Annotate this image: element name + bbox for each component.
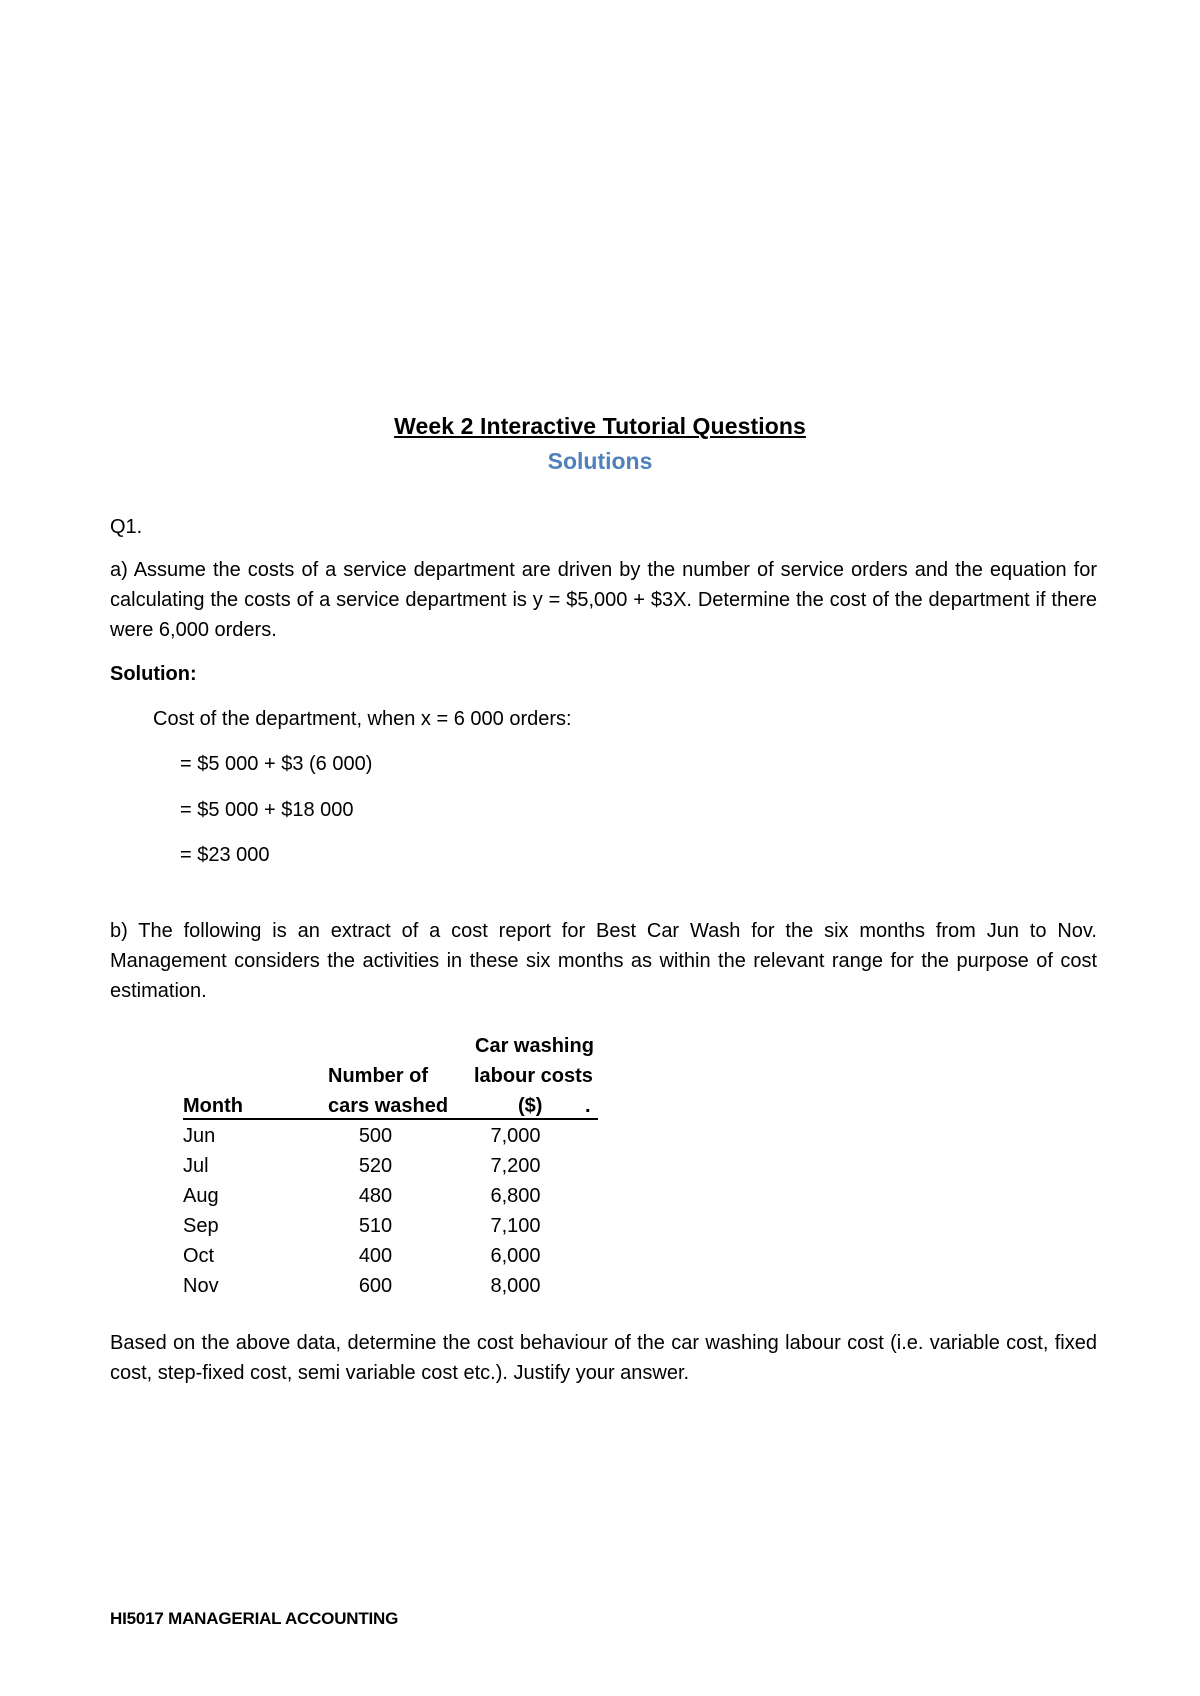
cell-month: Sep <box>183 1215 219 1237</box>
question-part-a: a) Assume the costs of a service department are driven by the number of service orders and the equation for calculating the costs of a service department is y = $5,000 + $3X. Determine the cost of the department if there were 6,000 orders. <box>110 559 1097 641</box>
table-header-row <box>183 1035 598 1065</box>
solution-label: Solution: <box>110 663 197 685</box>
table-row <box>183 1125 598 1155</box>
page-subtitle: Solutions <box>547 448 653 474</box>
header-cars: Number of <box>328 1065 428 1087</box>
cell-cars: 600 <box>358 1275 393 1297</box>
cell-month: Jul <box>183 1155 209 1177</box>
question-part-b: b) The following is an extract of a cost report for Best Car Wash for the six months from Jun to Nov. Management considers the activities in these six months as within the relevant range for the purpose of cost estimation. <box>110 920 1097 1002</box>
cell-cost: 7,200 <box>490 1155 541 1177</box>
cell-month: Jun <box>183 1125 216 1147</box>
cell-cost: 6,000 <box>490 1245 541 1267</box>
header-cars: cars washed <box>328 1095 449 1117</box>
question-label: Q1. <box>110 516 143 538</box>
table-row <box>183 1275 598 1305</box>
page-footer: HI5017 MANAGERIAL ACCOUNTING <box>110 1609 399 1628</box>
header-cost: Car washing <box>475 1035 594 1057</box>
cell-cars: 520 <box>358 1155 393 1177</box>
table-row <box>183 1245 598 1275</box>
table-row <box>183 1155 598 1185</box>
header-month: Month <box>183 1095 243 1117</box>
cell-month: Nov <box>183 1275 219 1297</box>
cell-cars: 400 <box>358 1245 393 1267</box>
question-part-c: Based on the above data, determine the cost behaviour of the car washing labour cost (i.e. variable cost, fixed cost, step-fixed cost, semi variable cost etc.). Justify your answer. <box>110 1332 1097 1384</box>
cell-cars: 480 <box>358 1185 393 1207</box>
solution-step: = $23 000 <box>180 844 270 866</box>
page-title: Week 2 Interactive Tutorial Questions <box>394 413 806 439</box>
cell-cost: 8,000 <box>490 1275 541 1297</box>
cell-cost: 7,000 <box>490 1125 541 1147</box>
cell-cost: 7,100 <box>490 1215 541 1237</box>
table-row <box>183 1185 598 1215</box>
solution-step: = $5 000 + $18 000 <box>180 799 354 821</box>
cell-cars: 500 <box>358 1125 393 1147</box>
cell-month: Aug <box>183 1185 219 1207</box>
header-dot: . <box>585 1095 591 1117</box>
cell-cost: 6,800 <box>490 1185 541 1207</box>
header-cost-unit: ($) <box>518 1095 543 1117</box>
header-cost: labour costs <box>474 1065 593 1087</box>
header-underline <box>183 1118 598 1120</box>
cell-cars: 510 <box>358 1215 393 1237</box>
solution-step: = $5 000 + $3 (6 000) <box>180 753 373 775</box>
table-header-row <box>183 1065 598 1095</box>
cell-month: Oct <box>183 1245 215 1267</box>
table-row <box>183 1215 598 1245</box>
table-header-row <box>183 1095 598 1125</box>
solution-intro: Cost of the department, when x = 6 000 orders: <box>153 708 572 730</box>
